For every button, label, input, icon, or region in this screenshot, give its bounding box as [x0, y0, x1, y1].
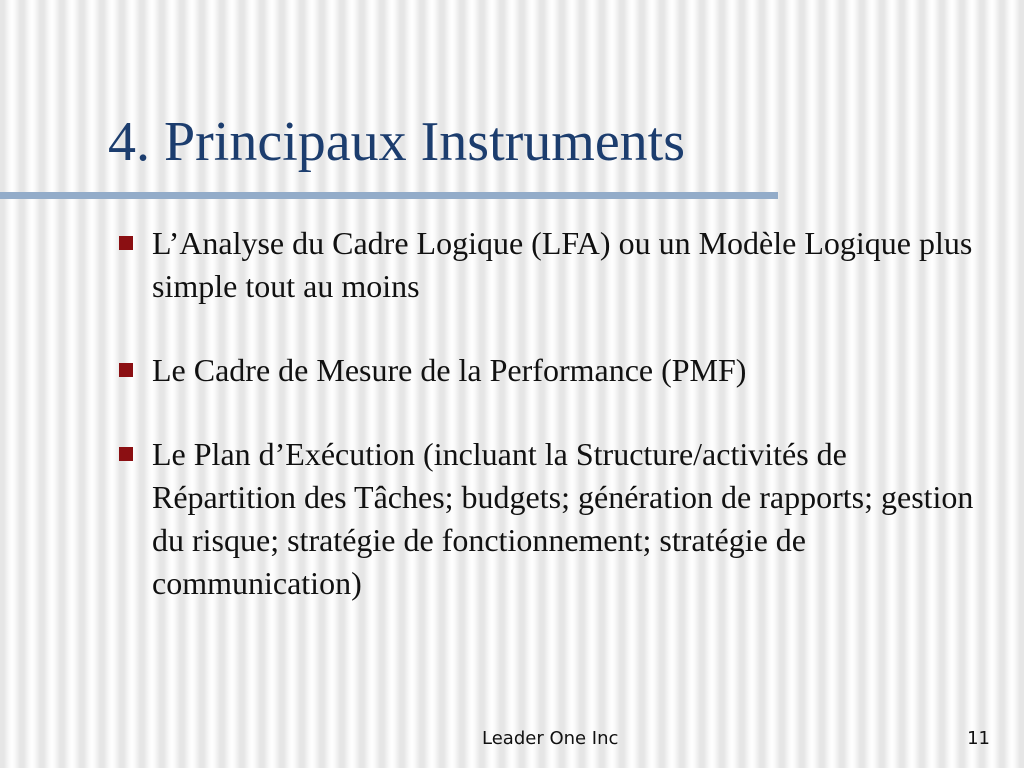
page-number: 11 — [967, 728, 990, 749]
square-bullet-icon — [119, 447, 133, 461]
bullet-item — [116, 349, 976, 392]
title-underline — [0, 192, 778, 199]
bullet-list — [116, 222, 976, 646]
bullet-text: Le Plan d’Exécution (incluant la Structure/activités de Répartition des Tâches; budgets; génération de rapports; gestion du risque; stratégie de fonctionnement; stratégie de communication) — [152, 436, 974, 601]
square-bullet-icon — [119, 363, 133, 377]
slide-title: 4. Principaux Instruments — [108, 111, 686, 173]
bullet-item — [116, 433, 976, 605]
square-bullet-icon — [119, 236, 133, 250]
bullet-text: Le Cadre de Mesure de la Performance (PMF) — [152, 352, 747, 388]
bullet-text: L’Analyse du Cadre Logique (LFA) ou un Modèle Logique plus simple tout au moins — [152, 225, 973, 304]
footer-company: Leader One Inc — [482, 728, 619, 749]
bullet-item — [116, 222, 976, 308]
